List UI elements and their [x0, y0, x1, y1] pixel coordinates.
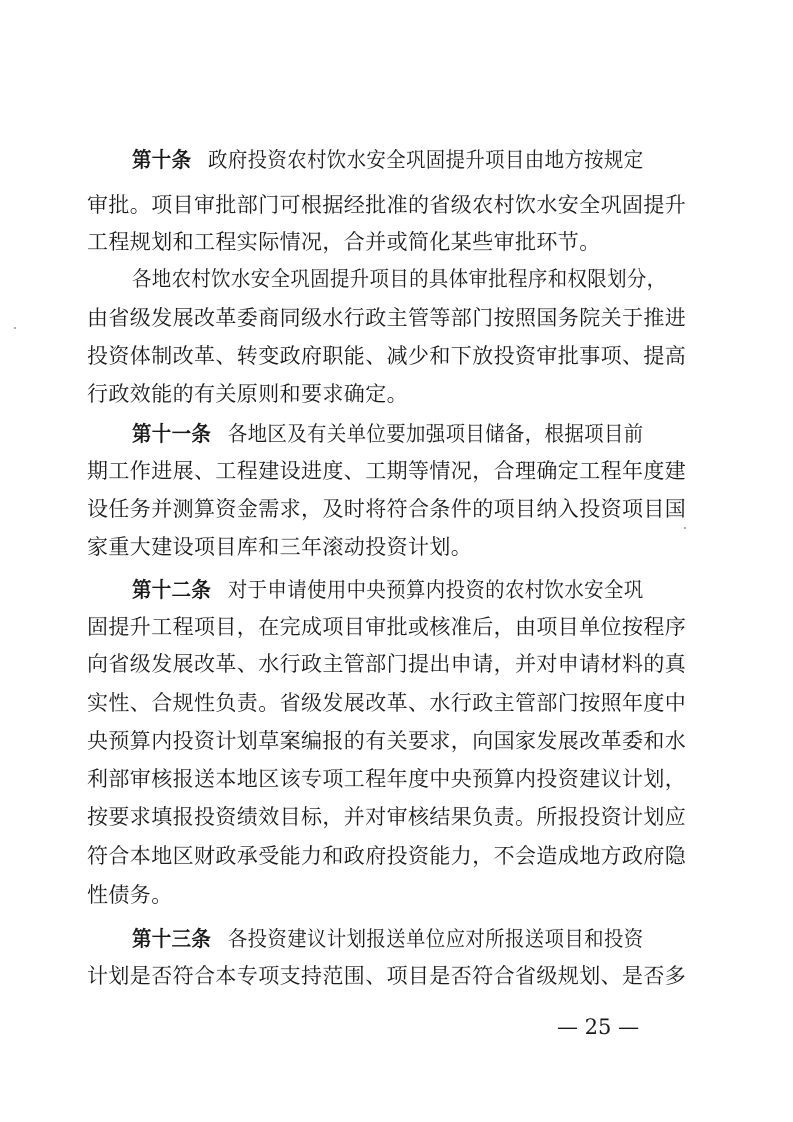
text-line: 性债务。: [87, 883, 173, 907]
text-line: 家重大建设项目库和三年滚动投资计划。: [87, 535, 473, 559]
line-text: 各投资建议计划报送单位应对所报送项目和投资: [227, 927, 644, 951]
text-line: [132, 575, 687, 605]
text-line: 设任务并测算资金需求，及时将符合条件的项目纳入投资项目国: [87, 497, 687, 521]
scan-speck: [684, 527, 686, 529]
text-line: [132, 145, 687, 175]
text-line: 实性、合规性负责。省级发展改革、水行政主管部门按照年度中: [87, 691, 687, 715]
line-text: 对于申请使用中央预算内投资的农村饮水安全巩: [227, 578, 644, 602]
scan-speck: [14, 327, 16, 329]
text-line: 审批。项目审批部门可根据经批准的省级农村饮水安全巩固提升: [87, 193, 687, 217]
text-line: 固提升工程项目，在完成项目审批或核准后，由项目单位按程序: [87, 615, 687, 639]
text-line: 计划是否符合本专项支持范围、项目是否符合省级规划、是否多: [87, 964, 687, 988]
text-line: 利部审核报送本地区该专项工程年度中央预算内投资建议计划，: [87, 767, 687, 791]
text-line: 央预算内投资计划草案编报的有关要求，向国家发展改革委和水: [87, 729, 687, 753]
text-line: 期工作进展、工程建设进度、工期等情况，合理确定工程年度建: [87, 459, 687, 483]
article-label: 第十三条: [132, 927, 212, 951]
text-line: [132, 924, 687, 954]
text-line: 工程规划和工程实际情况，合并或简化某些审批环节。: [87, 230, 601, 254]
text-line: 符合本地区财政承受能力和政府投资能力，不会造成地方政府隐: [87, 844, 687, 868]
line-text: 各地区及有关单位要加强项目储备，根据项目前: [227, 422, 644, 446]
text-line: 由省级发展改革委商同级水行政主管等部门按照国务院关于推进: [87, 306, 687, 330]
line-text: 政府投资农村饮水安全巩固提升项目由地方按规定: [208, 148, 644, 172]
text-line: 按要求填报投资绩效目标，并对审核结果负责。所报投资计划应: [87, 805, 687, 829]
text-line: 行政效能的有关原则和要求确定。: [87, 382, 408, 406]
article-label: 第十二条: [132, 578, 212, 602]
text-line: [132, 419, 687, 449]
page-number: — 25 —: [557, 1015, 640, 1039]
text-line: 各地农村饮水安全巩固提升项目的具体审批程序和权限划分，: [132, 267, 667, 291]
text-line: 投资体制改革、转变政府职能、减少和下放投资审批事项、提高: [87, 344, 687, 368]
text-line: 向省级发展改革、水行政主管部门提出申请，并对申请材料的真: [87, 652, 687, 676]
article-label: 第十条: [132, 148, 192, 172]
article-label: 第十一条: [132, 422, 212, 446]
